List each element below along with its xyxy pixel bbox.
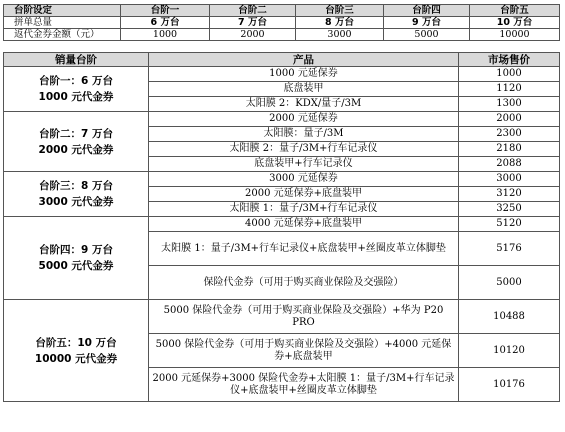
price-cell: 5176 xyxy=(459,232,560,266)
price-cell: 5120 xyxy=(459,217,560,232)
total-volume-3: 8 万台 xyxy=(296,17,384,29)
voucher-amount-5: 10000 xyxy=(470,29,560,41)
product-header: 产品 xyxy=(149,53,459,67)
price-cell: 2180 xyxy=(459,142,560,157)
product-cell: 保险代金券（可用于购买商业保险及交强险） xyxy=(149,266,459,300)
voucher-amount-4: 5000 xyxy=(384,29,470,41)
product-cell: 3000 元延保券 xyxy=(149,172,459,187)
price-cell: 3250 xyxy=(459,202,560,217)
product-cell: 底盘装甲+行车记录仪 xyxy=(149,157,459,172)
tier-voucher: 10000 元代金券 xyxy=(34,352,118,365)
voucher-amount-label: 返代金券金额（元） xyxy=(4,29,121,41)
price-cell: 10488 xyxy=(459,300,560,334)
tier-settings-header-row xyxy=(4,5,560,17)
tier-title: 台阶二：7 万台 xyxy=(39,127,113,140)
total-volume-1: 6 万台 xyxy=(121,17,210,29)
table-row xyxy=(4,112,560,127)
price-cell: 2000 xyxy=(459,112,560,127)
total-volume-label: 拼单总量 xyxy=(4,17,121,29)
product-cell: 5000 保险代金券（可用于购买商业保险及交强险）+4000 元延保券+底盘装甲 xyxy=(149,334,459,368)
price-cell: 1300 xyxy=(459,97,560,112)
tier-products-table xyxy=(3,52,560,402)
tier-header-2: 台阶二 xyxy=(210,5,296,17)
tier-voucher: 5000 元代金券 xyxy=(38,260,114,272)
price-cell: 2300 xyxy=(459,127,560,142)
price-cell: 3120 xyxy=(459,187,560,202)
price-cell: 5000 xyxy=(459,266,560,300)
price-cell: 10120 xyxy=(459,334,560,368)
product-cell: 太阳膜 2：KDX/量子/3M xyxy=(149,97,459,112)
table-row xyxy=(4,217,560,232)
tier-voucher: 1000 元代金券 xyxy=(38,91,114,103)
price-cell: 2088 xyxy=(459,157,560,172)
tier-cell-5 xyxy=(4,300,149,402)
table-row xyxy=(4,300,560,334)
tier-header-5: 台阶五 xyxy=(470,5,560,17)
tier-voucher: 2000 元代金券 xyxy=(38,143,114,156)
tier-cell-4 xyxy=(4,217,149,300)
tier-header-3: 台阶三 xyxy=(296,5,384,17)
product-cell: 2000 元延保券+底盘装甲 xyxy=(149,187,459,202)
total-volume-5: 10 万台 xyxy=(470,17,560,29)
product-cell: 2000 元延保券+3000 保险代金券+太阳膜 1：量子/3M+行车记录仪+底盘装甲+丝圈皮革立体脚垫 xyxy=(149,368,459,402)
price-cell: 1000 xyxy=(459,67,560,82)
price-cell: 3000 xyxy=(459,172,560,187)
voucher-amount-row xyxy=(4,29,560,41)
tier-settings-table xyxy=(3,4,560,41)
products-header-row xyxy=(4,53,560,67)
tier-settings-header: 台阶设定 xyxy=(4,5,121,17)
voucher-amount-2: 2000 xyxy=(210,29,296,41)
voucher-amount-1: 1000 xyxy=(121,29,210,41)
product-cell: 4000 元延保券+底盘装甲 xyxy=(149,217,459,232)
tier-title: 台阶五：10 万台 xyxy=(35,336,117,349)
tier-title: 台阶一：6 万台 xyxy=(39,75,113,87)
price-cell: 1120 xyxy=(459,82,560,97)
product-cell: 底盘装甲 xyxy=(149,82,459,97)
table-row xyxy=(4,67,560,82)
total-volume-4: 9 万台 xyxy=(384,17,470,29)
tier-header-1: 台阶一 xyxy=(121,5,210,17)
tier-cell-3 xyxy=(4,172,149,217)
total-volume-row xyxy=(4,17,560,29)
product-cell: 太阳膜 2：量子/3M+行车记录仪 xyxy=(149,142,459,157)
tier-title: 台阶三：8 万台 xyxy=(39,180,113,192)
sales-tier-header: 销量台阶 xyxy=(4,53,149,67)
tier-header-4: 台阶四 xyxy=(384,5,470,17)
product-cell: 太阳膜 1：量子/3M+行车记录仪 xyxy=(149,202,459,217)
product-cell: 2000 元延保券 xyxy=(149,112,459,127)
tier-voucher: 3000 元代金券 xyxy=(38,196,114,208)
tier-title: 台阶四：9 万台 xyxy=(39,244,113,256)
tier-cell-2 xyxy=(4,112,149,172)
tier-cell-1 xyxy=(4,67,149,112)
product-cell: 太阳膜 1：量子/3M+行车记录仪+底盘装甲+丝圈皮革立体脚垫 xyxy=(149,232,459,266)
price-cell: 10176 xyxy=(459,368,560,402)
product-cell: 5000 保险代金券（可用于购买商业保险及交强险）+华为 P20 PRO xyxy=(149,300,459,334)
price-header: 市场售价 xyxy=(459,53,560,67)
total-volume-2: 7 万台 xyxy=(210,17,296,29)
voucher-amount-3: 3000 xyxy=(296,29,384,41)
product-cell: 1000 元延保券 xyxy=(149,67,459,82)
product-cell: 太阳膜：量子/3M xyxy=(149,127,459,142)
table-row xyxy=(4,172,560,187)
